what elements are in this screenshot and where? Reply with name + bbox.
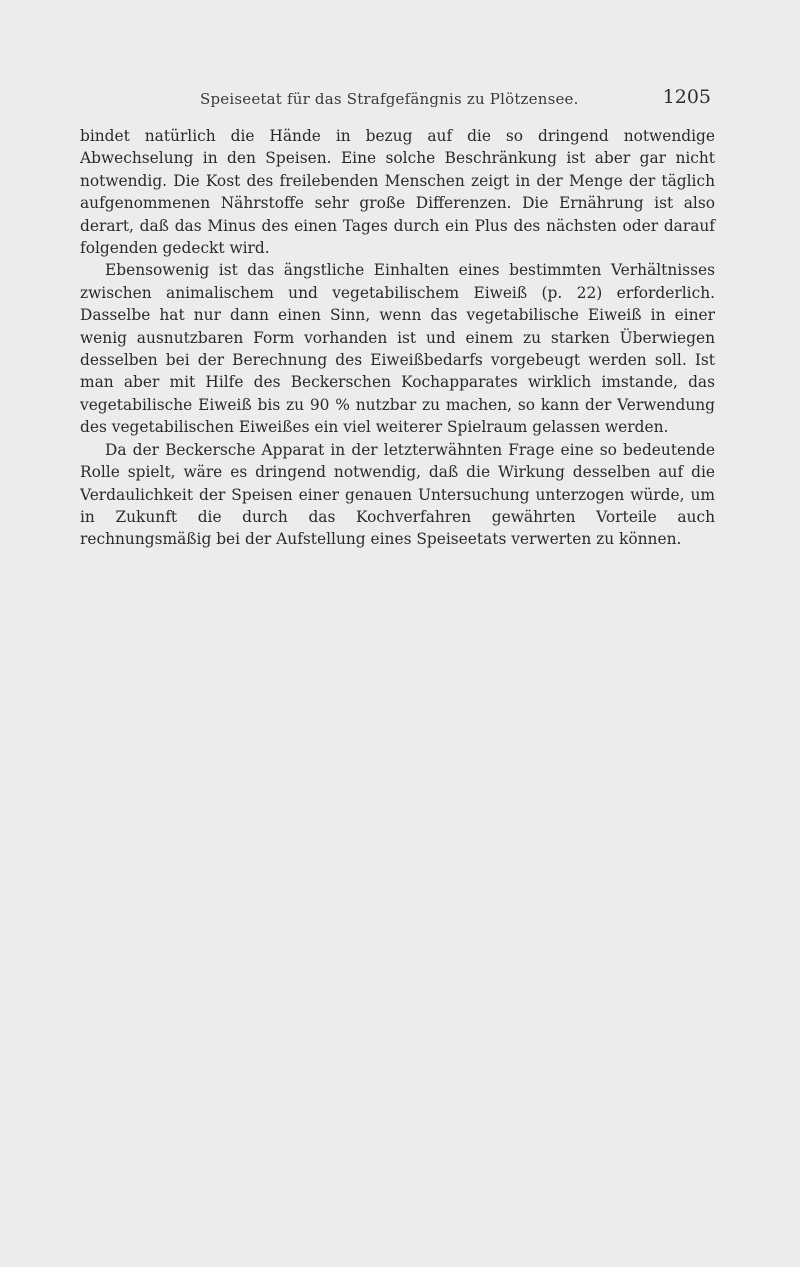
running-title: Speiseetat für das Strafgefängnis zu Plötzensee. [200,90,579,108]
page-number: 1205 [662,86,711,108]
paragraph-1: bindet natürlich die Hände in bezug auf die so dringend notwendige Abwechselung in den Speisen. Eine solche Beschränkung ist aber gar nicht notwendig. Die Kost des freilebenden Menschen zeigt in der Menge der täglich aufgenommenen Nährstoffe sehr große Differenzen. Die Ernährung ist also derart, daß das Minus des einen Tages durch ein Plus des nächsten oder darauf folgenden gedeckt wird. [80,127,715,258]
paragraph-2: Ebensowenig ist das ängstliche Einhalten eines bestimmten Verhältnisses zwischen animalischem und vegetabilischem Eiweiß (p. 22) erforderlich. Dasselbe hat nur dann einen Sinn, wenn das vegetabilische Eiweiß in einer wenig ausnutzbaren Form vorhanden ist und einem zu starken Überwiegen desselben bei der Berechnung des Eiweißbedarfs vorgebeugt werden soll. Ist man aber mit Hilfe des Beckerschen Kochapparates wirklich imstande, das vegetabilische Eiweiß bis zu 90 % nutzbar zu machen, so kann der Verwendung des vegetabilischen Eiweißes ein viel weiterer Spielraum gelassen werden. [80,261,715,437]
paragraph-3: Da der Beckersche Apparat in der letzterwähnten Frage eine so bedeutende Rolle spielt, wäre es dringend notwendig, daß die Wirkung desselben auf die Verdaulichkeit der Speisen einer genauen Untersuchung unterzogen würde, um in Zukunft die durch das Kochverfahren gewährten Vorteile auch rechnungsmäßig bei der Aufstellung eines Speiseetats verwerten zu können. [80,440,715,549]
body-text [80,125,715,551]
